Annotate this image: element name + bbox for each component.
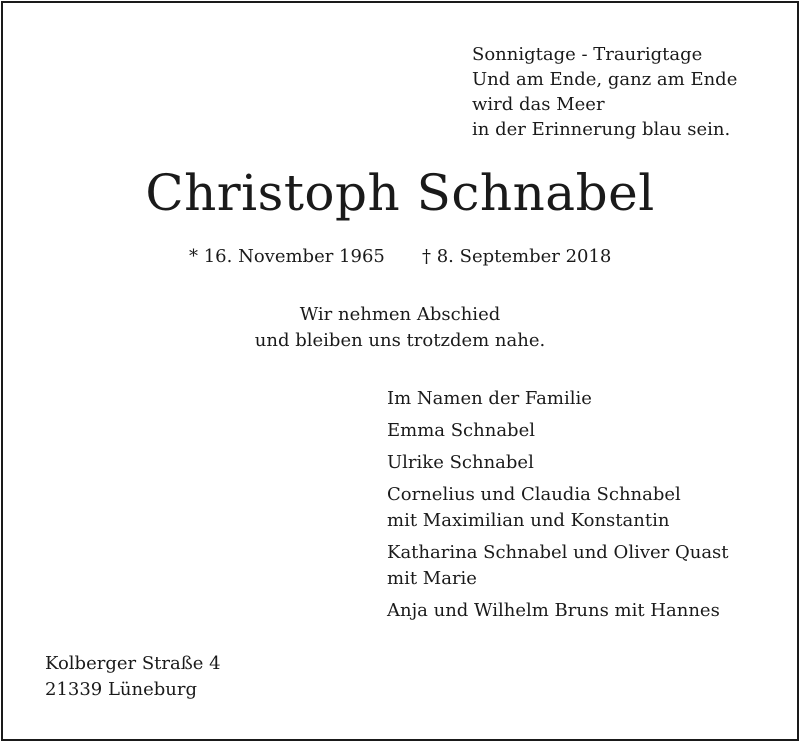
address-city: 21339 Lüneburg bbox=[45, 679, 198, 700]
family-member bbox=[387, 418, 729, 444]
family-member-line: mit Maximilian und Konstantin bbox=[387, 510, 670, 531]
poem-line: wird das Meer bbox=[472, 94, 605, 115]
deceased-name: Christoph Schnabel bbox=[145, 164, 655, 222]
family-intro: Im Namen der Familie bbox=[387, 388, 592, 409]
family-member bbox=[387, 450, 729, 476]
family-member-line: Anja und Wilhelm Bruns mit Hannes bbox=[387, 600, 720, 621]
farewell-line: und bleiben uns trotzdem nahe. bbox=[254, 330, 546, 351]
family-member-line: Katharina Schnabel und Oliver Quast bbox=[387, 542, 729, 563]
family-member bbox=[387, 540, 729, 592]
family-member-line: Emma Schnabel bbox=[387, 420, 535, 441]
family-member bbox=[387, 598, 729, 624]
life-dates bbox=[189, 245, 612, 269]
farewell-line: Wir nehmen Abschied bbox=[299, 304, 501, 325]
family-member-line: Ulrike Schnabel bbox=[387, 452, 534, 473]
address-street: Kolberger Straße 4 bbox=[45, 653, 221, 674]
death-date: † 8. September 2018 bbox=[422, 246, 612, 267]
poem-line: in der Erinnerung blau sein. bbox=[472, 119, 731, 140]
family-member-line: mit Marie bbox=[387, 568, 477, 589]
poem-line: Sonnigtage - Traurigtage bbox=[472, 44, 703, 65]
family-member bbox=[387, 482, 729, 534]
birth-date: * 16. November 1965 bbox=[189, 246, 385, 267]
poem-line: Und am Ende, ganz am Ende bbox=[472, 69, 738, 90]
poem-verse bbox=[472, 42, 737, 142]
mourning-address bbox=[45, 651, 221, 703]
family-signatures bbox=[387, 386, 729, 630]
family-member-line: Cornelius und Claudia Schnabel bbox=[387, 484, 681, 505]
farewell-message bbox=[0, 302, 800, 354]
